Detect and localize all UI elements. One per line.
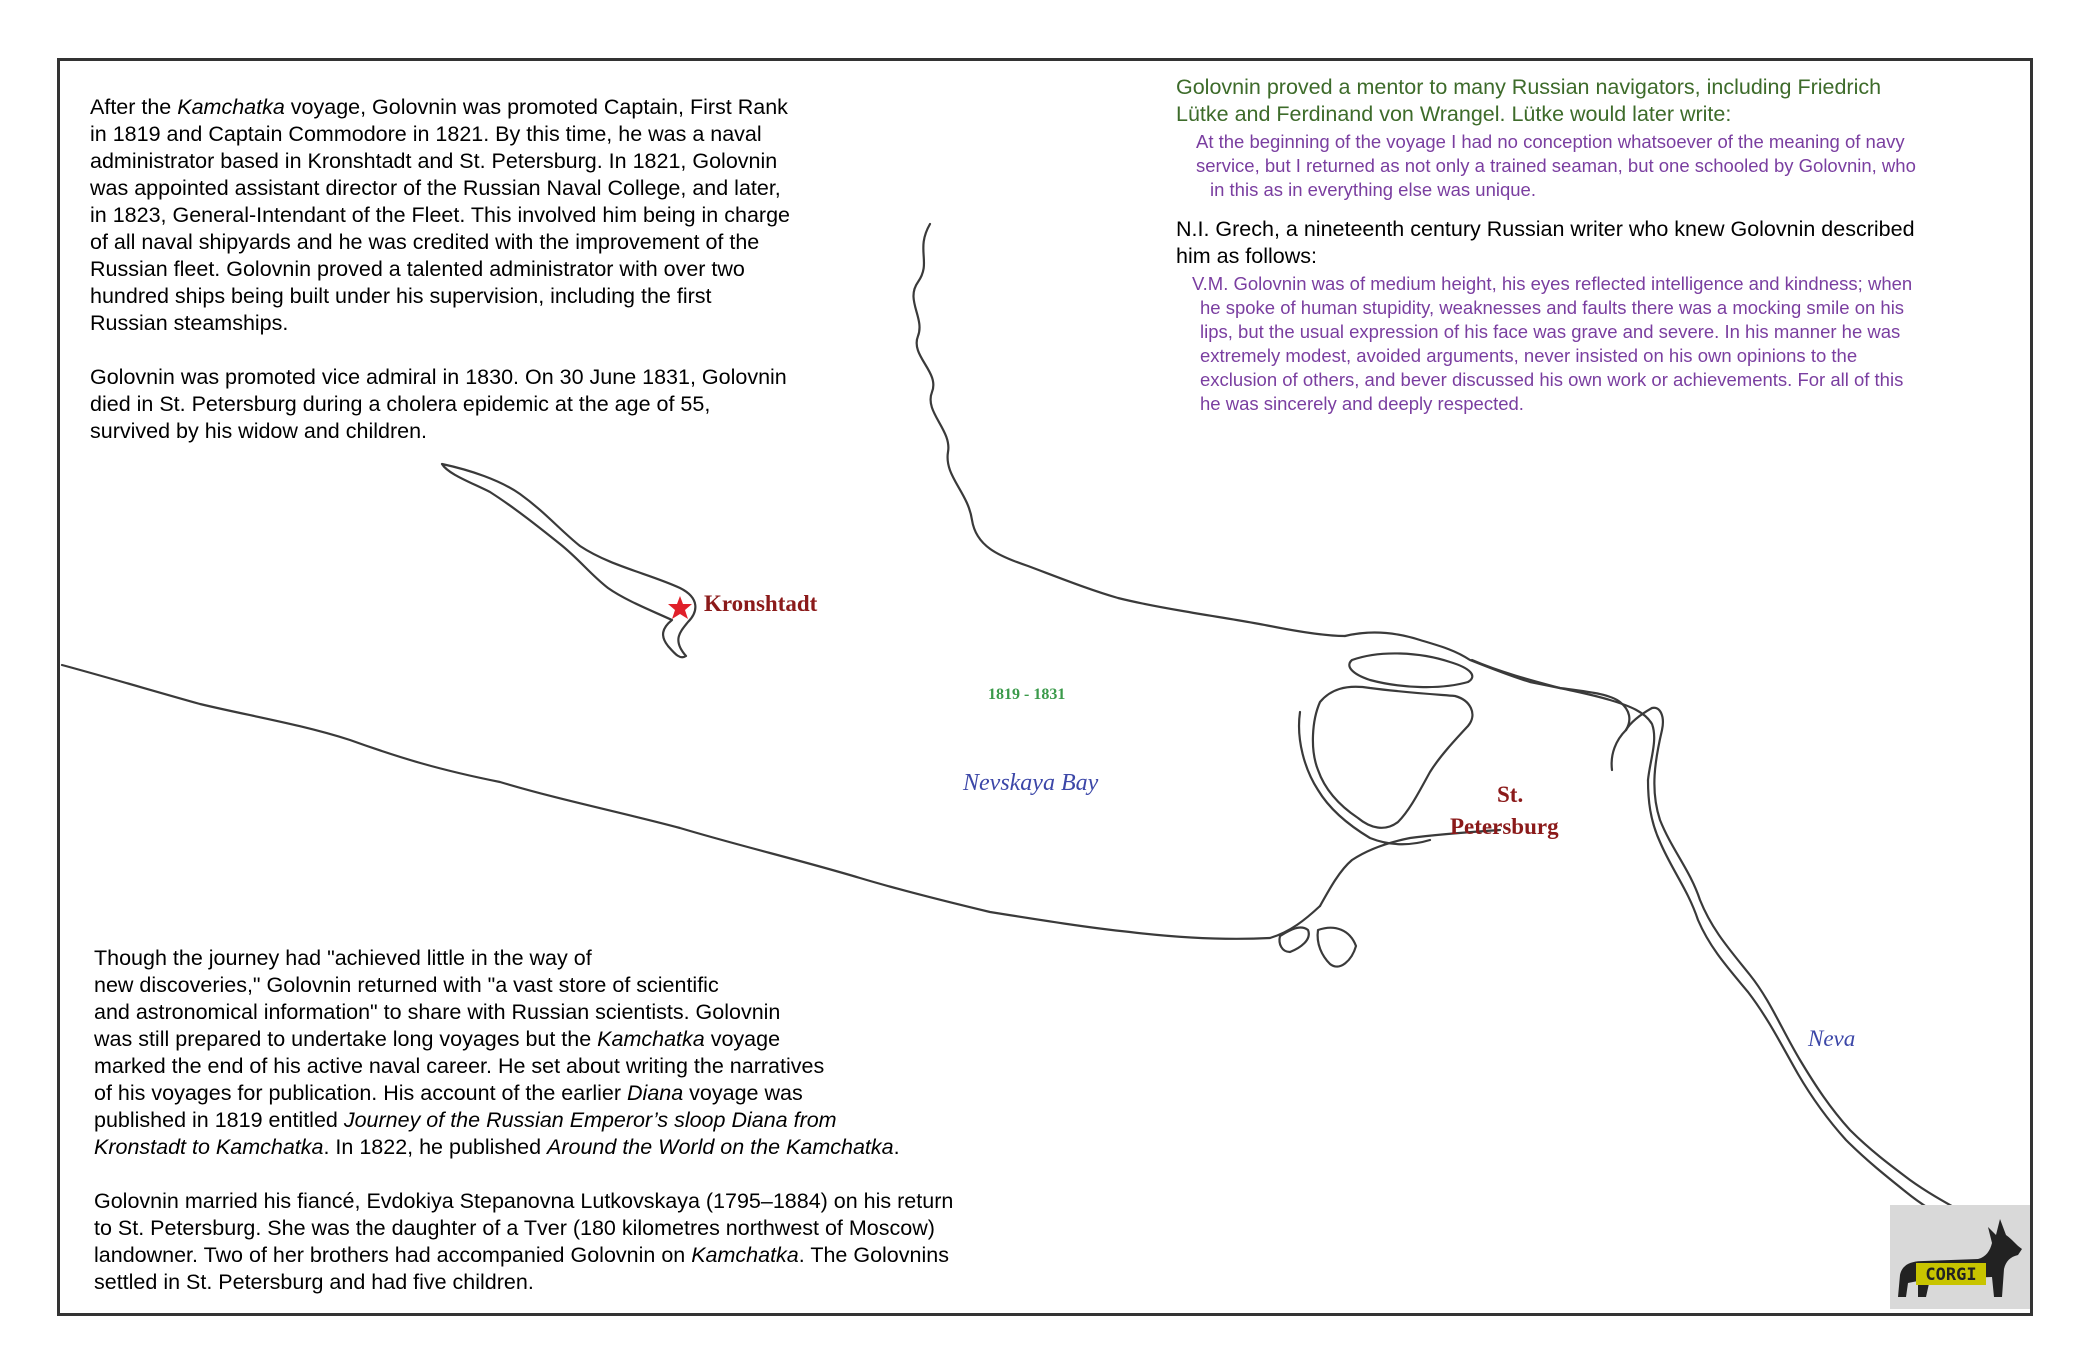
nevskaya-bay-label: Nevskaya Bay [963,770,1099,796]
lutke-quote [1176,130,2006,202]
grech-quote [1176,272,2006,416]
text-line: Russian steamships. [90,311,289,335]
text-line: administrator based in Kronshtadt and St. Petersburg. In 1821, Golovnin [90,149,778,173]
neva-river [1626,708,1985,1225]
st-petersburg-label-line2: Petersburg [1450,814,1559,839]
text-line: Golovnin was promoted vice admiral in 1830. On 30 June 1831, Golovnin [90,365,787,389]
text-line: Though the journey had "achieved little in the way of [94,946,592,970]
career-text [90,94,910,445]
south-coastline [62,665,1320,939]
text-line: of his voyages for publication. His account of the earlier Diana voyage was [94,1081,803,1105]
neva-label: Neva [1808,1026,1856,1051]
quote-line: V.M. Golovnin was of medium height, his eyes reflected intelligence and kindness; when [1192,273,1913,294]
text-line: was still prepared to undertake long voyages but the Kamchatka voyage [94,1027,781,1051]
text-line: hundred ships being built under his supervision, including the first [90,284,712,308]
logo-text: CORGI [1925,1265,1977,1285]
quote-line: lips, but the usual expression of his face was grave and severe. In his manner he was [1200,321,1901,342]
neva-delta [1345,633,1654,780]
mentor-line: Golovnin proved a mentor to many Russian navigators, including Friedrich [1176,75,1882,99]
text-line: to St. Petersburg. She was the daughter of a Tver (180 kilometres northwest of Moscow) [94,1216,935,1240]
corgi-logo [1890,1205,2030,1309]
mentor-text [1176,74,2006,128]
text-line: landowner. Two of her brothers had accompanied Golovnin on Kamchatka. The Golovnins [94,1243,949,1267]
grech-line: him as follows: [1176,244,1317,268]
promotion-paragraph [90,94,910,337]
text-line: Golovnin married his fiancé, Evdokiya Stepanovna Lutkovskaya (1795–1884) on his return [94,1189,954,1213]
grech-text [1176,216,2006,270]
marriage-paragraph [94,1188,1094,1296]
text-line: died in St. Petersburg during a cholera epidemic at the age of 55, [90,392,711,416]
quotes-panel [1176,74,2006,416]
text-line: survived by his widow and children. [90,419,427,443]
text-line: was appointed assistant director of the Russian Naval College, and later, [90,176,781,200]
text-line: published in 1819 entitled Journey of the Russian Emperor’s sloop Diana from [94,1108,837,1132]
quote-line: he spoke of human stupidity, weaknesses and faults there was a mocking smile on his [1200,297,1905,318]
st-petersburg-label-line1: St. [1497,782,1524,807]
grech-line: N.I. Grech, a nineteenth century Russian writer who knew Golovnin described [1176,217,1915,241]
kronshtadt-label: Kronshtadt [704,591,818,616]
discoveries-paragraph [94,945,1094,1161]
years-label: 1819 - 1831 [988,686,1066,703]
text-line: marked the end of his active naval career. He set about writing the narratives [94,1054,825,1078]
text-line: Russian fleet. Golovnin proved a talented administrator with over two [90,257,745,281]
quote-line: exclusion of others, and bever discussed his own work or achievements. For all of this [1200,369,1904,390]
text-line: in 1823, General-Intendant of the Fleet. This involved him being in charge [90,203,790,227]
text-line: After the Kamchatka voyage, Golovnin was promoted Captain, First Rank [90,95,788,119]
corgi-dog-icon [1890,1205,2030,1309]
kronshtadt-marker [668,596,692,619]
quote-line: At the beginning of the voyage I had no conception whatsoever of the meaning of navy [1196,131,1905,152]
kronshtadt-island [442,464,695,657]
journey-text [94,945,1094,1296]
quote-line: he was sincerely and deeply respected. [1200,393,1524,414]
text-line: settled in St. Petersburg and had five children. [94,1270,534,1294]
quote-line: extremely modest, avoided arguments, never insisted on his own opinions to the [1200,345,1858,366]
text-line: of all naval shipyards and he was credited with the improvement of the [90,230,760,254]
death-paragraph [90,364,910,445]
text-line: and astronomical information" to share with Russian scientists. Golovnin [94,1000,781,1024]
quote-line: service, but I returned as not only a trained seaman, but one schooled by Golovnin, who [1196,155,1916,176]
quote-line: in this as in everything else was unique. [1210,179,1536,200]
text-line: Kronstadt to Kamchatka. In 1822, he published Around the World on the Kamchatka. [94,1135,900,1159]
text-line: in 1819 and Captain Commodore in 1821. By this time, he was a naval [90,122,762,146]
text-line: new discoveries," Golovnin returned with "a vast store of scientific [94,973,719,997]
mentor-line: Lütke and Ferdinand von Wrangel. Lütke would later write: [1176,102,1732,126]
